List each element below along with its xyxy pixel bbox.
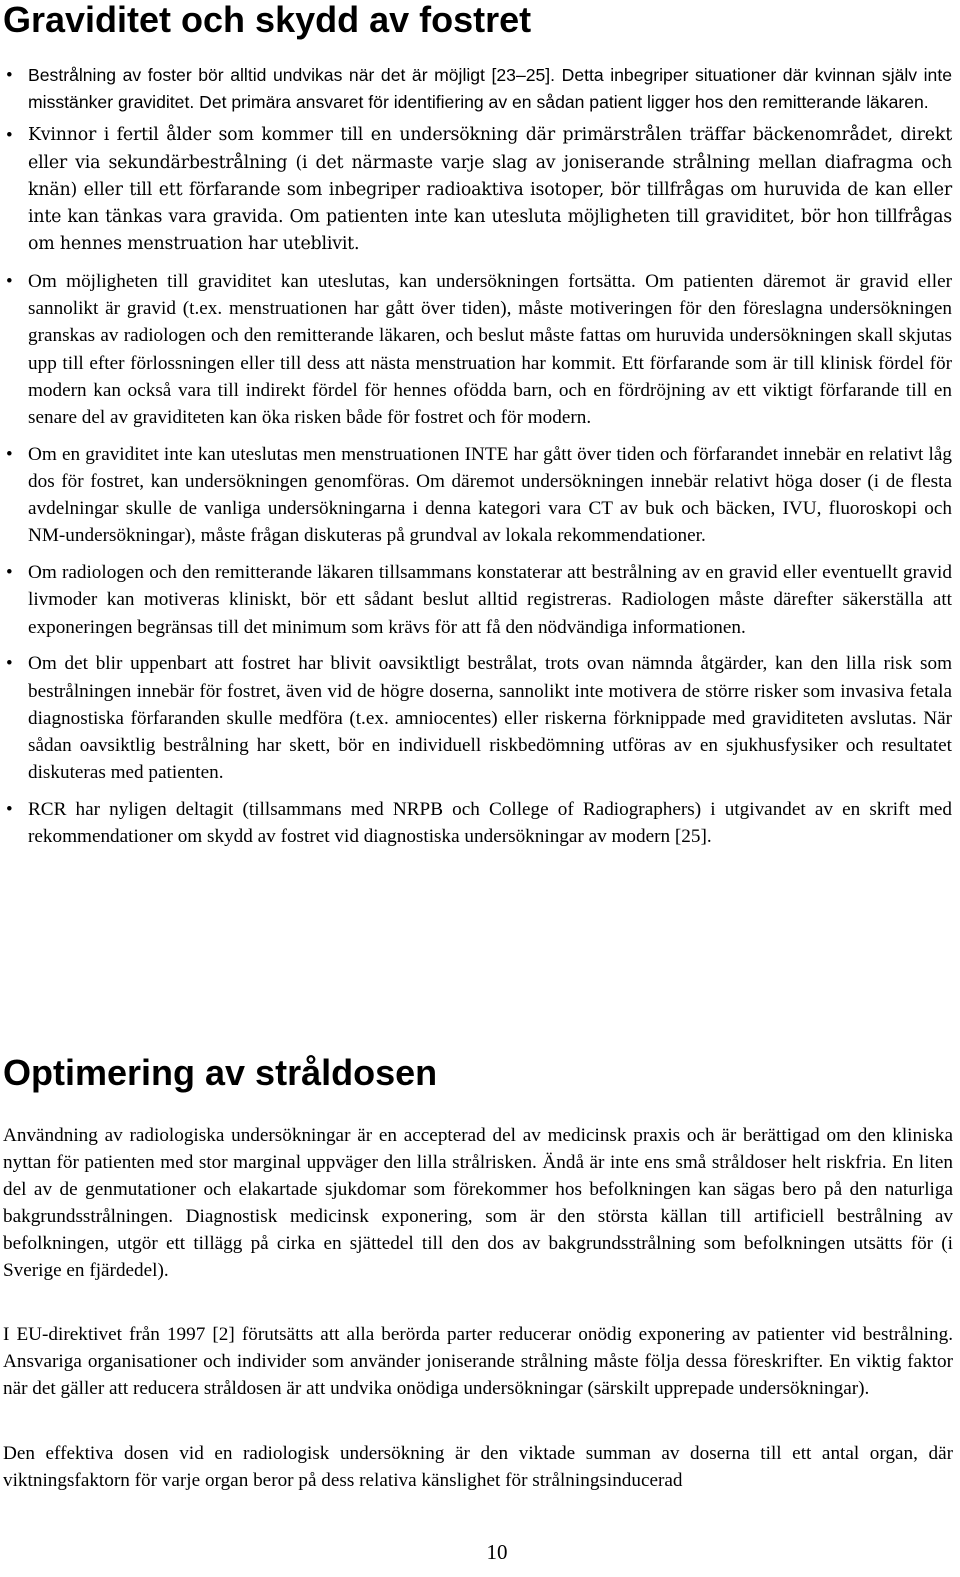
list-item-text: Kvinnor i fertil ålder som kommer till en undersökning där primärstrålen träffar bäckenområdet, direkt eller via sekundärbestrålning (i det närmaste varje slag av joniserande strålning mellan diafragma och knän) eller till ett förfarande som inbegriper radioaktiva isotoper, bör tillfrågas om huruvida de kan eller inte kan tänkas vara gravida. Om patienten inte kan utesluta möjligheten till graviditet, bör hon tillfrågas om hennes menstruation har uteblivit.	[28, 125, 952, 255]
body-paragraph: Den effektiva dosen vid en radiologisk undersökning är den viktade summan av doserna till ett antal organ, där viktningsfaktorn för varje organ beror på dess relativa känslighet för strålningsinducerad	[3, 1443, 953, 1491]
list-item	[0, 268, 952, 431]
body-paragraph: Användning av radiologiska undersökningar är en accepterad del av medicinsk praxis och är berättigad om den kliniska nyttan för patienten med stor marginal uppväger den lilla strålrisken. Ändå är inte ens små stråldoser helt riskfria. En liten del av de genmutationer och elakartade sjukdomar som förekommer hos befolkningen kan sägas bero på den naturliga bakgrundsstrålningen. Diagnostisk medicinsk exponering, som är den största källan till artificiell bestrålning av befolkningen, utgör ett tillägg på cirka en sjättedel till den dos av bakgrundsstrålning som befolkningen utsätts för (i Sverige en fjärdedel).	[3, 1125, 953, 1281]
bullet-icon: •	[6, 653, 13, 675]
bullet-icon: •	[6, 65, 13, 86]
list-item-text: Om radiologen och den remitterande läkaren tillsammans konstaterar att bestrålning av en gravid eller eventuellt gravid livmoder kan motiveras kliniskt, bör ett sådant beslut alltid registreras. Radiologen måste därefter säkerställa att exponeringen begränsas till det minimum som krävs för att få den nödvändiga informationen.	[28, 562, 952, 638]
list-item	[0, 441, 952, 550]
bullet-icon: •	[6, 271, 13, 293]
list-item-text: Om möjligheten till graviditet kan uteslutas, kan undersökningen fortsätta. Om patienten däremot är gravid eller sannolikt är gravid (t.ex. menstruationen har gått över tiden), måste motiveringen för den föreslagna undersökningen granskas av radiologen och den remitterande läkaren, och beslut måste fattas om huruvida undersökningen skall skjutas upp till efter förlossningen eller till dess att nästa menstruation har kommit. Ett förfarande som är till klinisk fördel för modern kan också vara till indirekt fördel för hennes ofödda barn, och en fördröjning av ett viktigt förfarande till en senare del av graviditeten kan öka risken både för fostret och för modern.	[28, 271, 952, 429]
list-item-text: Om det blir uppenbart att fostret har blivit oavsiktligt bestrålat, trots ovan nämnda åtgärder, kan den lilla risk som bestrålningen innebär för fostret, även vid de högre doserna, sannolikt inte motivera de större risker som invasiva fetala diagnostiska förfaranden skulle medföra (t.ex. amniocentes) eller riskerna förknippade med graviditeten avslutas. När sådan oavsiktlig bestrålning har skett, bör en individuell riskbedömning utföras av en sjukhusfysiker och resultatet diskuteras med patienten.	[28, 653, 952, 784]
list-item-text: Om en graviditet inte kan uteslutas men menstruationen INTE har gått över tiden och förfarandet innebär en relativt låg dos för fostret, kan undersökningen genomföras. Om däremot undersökningen innebär relativt höga doser (i de flesta avdelningar skulle de vanliga undersökningarna i denna kategori vara CT av buk och bäcken, IVU, fluoroskopi och NM-undersökningar), måste frågan diskuteras på grundval av lokala rekommendationer.	[28, 443, 952, 547]
list-item	[0, 559, 952, 641]
bullet-icon: •	[6, 799, 13, 821]
list-item	[0, 122, 952, 258]
list-item	[0, 650, 952, 786]
section-heading-optimering: Optimering av stråldosen	[3, 1052, 438, 1093]
page-number: 10	[486, 1540, 508, 1564]
list-item	[0, 796, 952, 850]
list-item-text: Bestrålning av foster bör alltid undvikas när det är möjligt [23–25]. Detta inbegriper situationer där kvinnan själv inte misstänker graviditet. Det primära ansvaret för identifiering av en sådan patient ligger hos den remitterande läkaren.	[28, 65, 952, 113]
bullet-list	[0, 62, 960, 860]
list-item	[0, 62, 952, 116]
section-heading-graviditet: Graviditet och skydd av fostret	[3, 0, 532, 40]
list-item-text: RCR har nyligen deltagit (tillsammans med NRPB och College of Radiographers) i utgivandet av en skrift med rekommendationer om skydd av fostret vid diagnostiska undersökningar av modern [25].	[28, 799, 952, 848]
body-paragraph: I EU-direktivet från 1997 [2] förutsätts att alla berörda parter reducerar onödig exponering av patienter vid bestrålning. Ansvariga organisationer och individer som använder joniserande strålning måste följa dessa föreskrifter. En viktig faktor när det gäller att reducera stråldosen är att undvika onödiga undersökningar (särskilt upprepade undersökningar).	[3, 1324, 953, 1399]
bullet-icon: •	[6, 562, 13, 584]
bullet-icon: •	[6, 443, 13, 465]
bullet-icon: •	[6, 125, 13, 147]
